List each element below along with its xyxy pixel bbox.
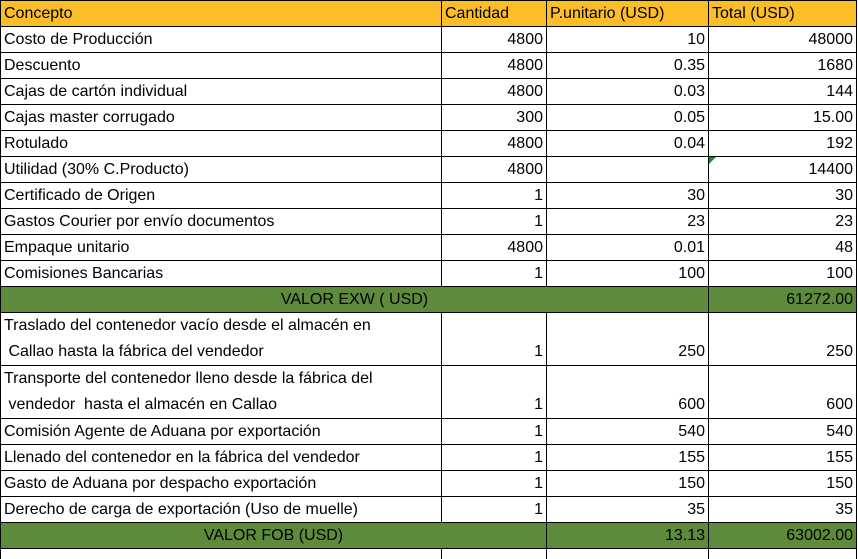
concept-cell[interactable]: Gasto de Aduana por despacho exportación: [1, 471, 442, 497]
exw-subtotal-total[interactable]: 61272.00: [709, 287, 857, 313]
total-cell[interactable]: 600: [709, 366, 857, 419]
quantity-cell[interactable]: 1: [442, 366, 547, 419]
concept-cell[interactable]: Cajas de cartón individual: [1, 79, 442, 105]
concept-cell[interactable]: Certificado de Origen: [1, 183, 442, 209]
table-row: [1, 471, 857, 497]
table-row: [1, 131, 857, 157]
table-row: [1, 419, 857, 445]
concept-cell[interactable]: Cajas master corrugado: [1, 105, 442, 131]
header-row: [1, 1, 857, 27]
total-cell[interactable]: 30: [709, 183, 857, 209]
total-cell[interactable]: 150: [709, 471, 857, 497]
unit-price-cell[interactable]: [547, 157, 709, 183]
unit-price-cell[interactable]: 250: [547, 313, 709, 366]
quantity-cell[interactable]: 300: [442, 105, 547, 131]
total-cell[interactable]: 48000: [709, 27, 857, 53]
unit-price-cell[interactable]: 0.05: [547, 105, 709, 131]
unit-price-cell[interactable]: 600: [547, 366, 709, 419]
total-cell[interactable]: 250: [709, 313, 857, 366]
quantity-cell[interactable]: 1: [442, 183, 547, 209]
unit-price-cell[interactable]: 10: [547, 27, 709, 53]
table-row: [1, 105, 857, 131]
unit-price-cell[interactable]: 30: [547, 183, 709, 209]
unit-price-cell[interactable]: 23: [547, 209, 709, 235]
total-cell[interactable]: 192: [709, 131, 857, 157]
exw-subtotal-row: [1, 287, 857, 313]
total-cell[interactable]: 144: [709, 79, 857, 105]
table-row: [1, 313, 857, 366]
total-cell[interactable]: 15.00: [709, 105, 857, 131]
header-concept[interactable]: Concepto: [1, 1, 442, 27]
concept-cell[interactable]: Gastos Courier por envío documentos: [1, 209, 442, 235]
header-unit-price[interactable]: P.unitario (USD): [547, 1, 709, 27]
unit-price-cell[interactable]: 150: [547, 471, 709, 497]
quantity-cell[interactable]: 4800: [442, 79, 547, 105]
unit-price-cell[interactable]: 35: [547, 497, 709, 523]
total-cell[interactable]: 14400: [709, 157, 857, 183]
concept-cell[interactable]: Descuento: [1, 53, 442, 79]
table-row: [1, 27, 857, 53]
table-row: [1, 445, 857, 471]
table-row: [1, 183, 857, 209]
fob-subtotal-total[interactable]: 63002.00: [709, 523, 857, 549]
concept-cell[interactable]: Empaque unitario: [1, 235, 442, 261]
quantity-cell[interactable]: 1: [442, 261, 547, 287]
total-cell[interactable]: 540: [709, 419, 857, 445]
unit-price-cell[interactable]: 540: [547, 419, 709, 445]
table-row: [1, 235, 857, 261]
unit-price-cell[interactable]: 0.04: [547, 131, 709, 157]
quantity-cell[interactable]: 4800: [442, 53, 547, 79]
concept-cell[interactable]: Comisión Agente de Aduana por exportación: [1, 419, 442, 445]
concept-cell[interactable]: Utilidad (30% C.Producto): [1, 157, 442, 183]
quantity-cell[interactable]: 1: [442, 471, 547, 497]
total-cell[interactable]: 35: [709, 497, 857, 523]
concept-cell[interactable]: Rotulado: [1, 131, 442, 157]
table-row: [1, 366, 857, 419]
header-quantity[interactable]: Cantidad: [442, 1, 547, 27]
unit-price-cell[interactable]: 0.03: [547, 79, 709, 105]
table-row: [1, 209, 857, 235]
header-total[interactable]: Total (USD): [709, 1, 857, 27]
quantity-cell[interactable]: 4800: [442, 131, 547, 157]
total-cell[interactable]: 1680: [709, 53, 857, 79]
table-row: [1, 157, 857, 183]
concept-cell[interactable]: Costo de Producción: [1, 27, 442, 53]
quantity-cell[interactable]: 1: [442, 313, 547, 366]
fob-subtotal-row: [1, 523, 857, 549]
total-cell[interactable]: 23: [709, 209, 857, 235]
unit-price-cell[interactable]: 155: [547, 445, 709, 471]
unit-price-cell[interactable]: 100: [547, 261, 709, 287]
table-row: [1, 79, 857, 105]
total-cell[interactable]: 100: [709, 261, 857, 287]
fob-subtotal-unit-price[interactable]: 13.13: [547, 523, 709, 549]
quantity-cell[interactable]: 1: [442, 209, 547, 235]
exw-subtotal-label[interactable]: VALOR EXW ( USD): [1, 287, 709, 313]
unit-price-cell[interactable]: 0.01: [547, 235, 709, 261]
quantity-cell[interactable]: 1: [442, 419, 547, 445]
quantity-cell[interactable]: 4800: [442, 27, 547, 53]
quantity-cell[interactable]: 4800: [442, 235, 547, 261]
concept-cell[interactable]: Comisiones Bancarias: [1, 261, 442, 287]
table-row: [1, 497, 857, 523]
fob-subtotal-label[interactable]: VALOR FOB (USD): [1, 523, 547, 549]
concept-cell[interactable]: Transporte del contenedor lleno desde la fábrica del vendedor hasta el almacén en Callao: [1, 366, 442, 419]
comment-indicator-icon: [709, 157, 716, 164]
concept-cell[interactable]: Derecho de carga de exportación (Uso de muelle): [1, 497, 442, 523]
table-row: [1, 261, 857, 287]
quantity-cell[interactable]: 4800: [442, 157, 547, 183]
quantity-cell[interactable]: 1: [442, 445, 547, 471]
total-cell[interactable]: 48: [709, 235, 857, 261]
quantity-cell[interactable]: 1: [442, 497, 547, 523]
table-row: [1, 53, 857, 79]
concept-cell[interactable]: Traslado del contenedor vacío desde el almacén en Callao hasta la fábrica del vendedor: [1, 313, 442, 366]
concept-cell[interactable]: Llenado del contenedor en la fábrica del vendedor: [1, 445, 442, 471]
total-cell[interactable]: 155: [709, 445, 857, 471]
unit-price-cell[interactable]: 0.35: [547, 53, 709, 79]
